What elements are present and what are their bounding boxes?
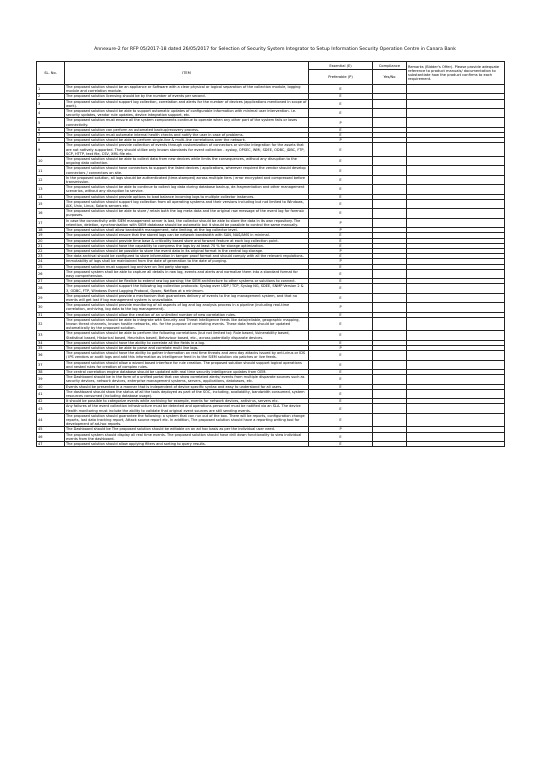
row-compliance-cell[interactable] (373, 109, 407, 118)
row-essential-preferable: E (309, 279, 373, 284)
row-remarks-cell[interactable] (407, 118, 505, 127)
row-remarks-cell[interactable] (407, 199, 505, 208)
table-row (37, 99, 505, 108)
table-row (37, 166, 505, 175)
row-sl-no: 11 (37, 166, 65, 175)
table-row (37, 389, 505, 398)
row-essential-preferable: E (309, 293, 373, 302)
table-row (37, 185, 505, 194)
row-item-text: The central correlation engine database should be updated with real time security intelligence updates from OEM. (65, 369, 309, 374)
row-compliance-cell[interactable] (373, 209, 407, 218)
header-compliance: Compliance (373, 62, 407, 70)
row-sl-no: 37 (37, 360, 65, 369)
row-essential-preferable: E (309, 209, 373, 218)
table-row (37, 199, 505, 208)
row-sl-no: 6 (37, 127, 65, 132)
table-row (37, 175, 505, 184)
row-item-text: The Dashboard should be The proposed solution should be editable on an ad hoc basis as per the individual user need. (65, 427, 309, 432)
row-sl-no: 40 (37, 384, 65, 389)
row-item-text: The proposed solution should have connectors to support the listed devices / applications, wherever required the vendor should develop connectors / connectors on site. (65, 166, 309, 175)
row-item-text: The proposed solution must automate internal health checks and notify the user in case of problems. (65, 133, 309, 138)
row-compliance-cell[interactable] (373, 432, 407, 441)
row-compliance-cell[interactable] (373, 293, 407, 302)
row-essential-preferable: P (309, 248, 373, 253)
row-item-text: In case the connectivity with SIEM management server is lost, the collector should be able to store the data in its own repository. The retention, deletion, synchronisation with SIEM database should be automatic but it should be possible to control the same manually. (65, 218, 309, 227)
row-compliance-cell[interactable] (373, 269, 407, 278)
row-sl-no: 45 (37, 427, 65, 432)
row-essential-preferable: E (309, 233, 373, 238)
row-item-text: The proposed solution should support the following log collection protocols: Syslog over UDP / TCP, Syslog NG, SDEE, SNMP Version 2 & 3, ODBC, FTP, Windows Event Logging Protocol, Opsec, Netflow at a minimum. (65, 284, 309, 293)
row-essential-preferable: E (309, 331, 373, 340)
row-item-text: The proposed solution should provide collection of events through customization of connectors or similar integration for the assets that are not natively supported. They should utilize only known standards for event collection - syslog, OPSEC, WMI, SDEE, ODBC, JDBC, FTP, SCP, HTTP, text file, CSV, XML file etc. (65, 143, 309, 157)
row-item-text: The proposed solution should be able to collect data from new devices while limits the consequences, without any disruption to the ongoing data collection. (65, 157, 309, 166)
row-item-text: In the proposed solution, all logs should be authenticated (time-stamped) across multiple tiers / error encrypted and compressed before transmission. (65, 175, 309, 184)
row-essential-preferable: P (309, 303, 373, 312)
row-compliance-cell[interactable] (373, 175, 407, 184)
row-compliance-cell[interactable] (373, 360, 407, 369)
row-essential-preferable: E (309, 384, 373, 389)
row-compliance-cell[interactable] (373, 404, 407, 413)
row-item-text: The proposed solution should support log collection from all operating systems and their versions including but not limited to Windows, AIX, Unix, Linux, Solaris servers etc. (65, 199, 309, 208)
table-row (37, 218, 505, 227)
row-compliance-cell[interactable] (373, 351, 407, 360)
row-sl-no: 12 (37, 175, 65, 184)
row-essential-preferable: P (309, 228, 373, 233)
row-compliance-cell[interactable] (373, 199, 407, 208)
row-essential-preferable: P (309, 259, 373, 264)
row-sl-no: 36 (37, 351, 65, 360)
row-sl-no: 19 (37, 233, 65, 238)
row-sl-no: 17 (37, 218, 65, 227)
row-compliance-cell[interactable] (373, 375, 407, 384)
row-compliance-cell[interactable] (373, 85, 407, 94)
row-remarks-cell[interactable] (407, 293, 505, 302)
row-essential-preferable: E (309, 413, 373, 427)
row-sl-no: 18 (37, 228, 65, 233)
row-remarks-cell[interactable] (407, 175, 505, 184)
row-item-text: The proposed solution should be able to integrate with Security and Threat Intelligence feeds like data/reliable, geographic mapping, known threat channels, known hostile networks, etc. for the purpose of correlating events. These data feeds should be updated automatically by the proposed solution. (65, 317, 309, 331)
table-row (37, 351, 505, 360)
row-essential-preferable: E (309, 312, 373, 317)
row-item-text: The proposed solution should provide a mechanism that guarantees delivery of events to the log management system, and that no events will get lost if log management system is unavailable. (65, 293, 309, 302)
row-compliance-cell[interactable] (373, 389, 407, 398)
row-item-text: The proposed solution should be an appliance or Software with a clear physical or logical separation of the collection module, logging module and correlation module. (65, 85, 309, 94)
table-row (37, 157, 505, 166)
row-item-text: The proposed solution should be possible to store the event data in its original format in the central log storage. (65, 248, 309, 253)
row-item-text: The proposed solution should be able to perform the following correlations (but not limited to): Rule based, Vulnerability based, Statistical based, Historical based, Heuristics based, Behaviour based, etc., across potentially disparate devices. (65, 331, 309, 340)
row-essential-preferable: E (309, 143, 373, 157)
row-remarks-cell[interactable] (407, 284, 505, 293)
row-sl-no: 31 (37, 312, 65, 317)
header-preferable: Preferable (P) (309, 70, 373, 85)
row-item-text: The proposed solution licensing should be by the number of events per second. (65, 94, 309, 99)
header-item: ITEM (65, 62, 309, 85)
row-remarks-cell[interactable] (407, 166, 505, 175)
row-remarks-cell[interactable] (407, 351, 505, 360)
row-sl-no: 30 (37, 303, 65, 312)
row-sl-no: 2 (37, 94, 65, 99)
row-remarks-cell[interactable] (407, 404, 505, 413)
table-row (37, 303, 505, 312)
row-essential-preferable: E (309, 389, 373, 398)
row-essential-preferable: E (309, 127, 373, 132)
row-item-text: The proposed solution should allow a wizard based interface for rule creation. The proposed solution should support logical operations and nested rules for creation of complex rules. (65, 360, 309, 369)
row-compliance-cell[interactable] (373, 185, 407, 194)
row-remarks-cell[interactable] (407, 143, 505, 157)
table-row (37, 375, 505, 384)
row-essential-preferable: E (309, 243, 373, 248)
row-essential-preferable: E (309, 133, 373, 138)
row-remarks-cell[interactable] (407, 218, 505, 227)
row-sl-no: 46 (37, 432, 65, 441)
row-compliance-cell[interactable] (373, 303, 407, 312)
row-essential-preferable: E (309, 175, 373, 184)
row-item-text: Events should be presented in a manner that is independent of device specific syntax and easy to understand for all users. (65, 384, 309, 389)
table-row (37, 85, 505, 94)
row-remarks-cell[interactable] (407, 413, 505, 427)
row-essential-preferable: E (309, 432, 373, 441)
row-sl-no: 4 (37, 109, 65, 118)
row-item-text: The data archival should be configured to store information in tamper proof format and should comply with all the relevant regulations. (65, 254, 309, 259)
row-item-text: The Dashboard should be in the form of a unified portal that can show correlated alerts/ events from multiple disparate sources such as security devices, network devices, enterprise management systems, servers, applications, databases, etc. (65, 375, 309, 384)
row-item-text: The proposed solution can perform an automated backup/recovery process. (65, 127, 309, 132)
table-row (37, 442, 505, 447)
table-row (37, 413, 505, 427)
row-remarks-cell[interactable] (407, 317, 505, 331)
row-remarks-cell[interactable] (407, 209, 505, 218)
row-compliance-cell[interactable] (373, 143, 407, 157)
row-sl-no: 25 (37, 264, 65, 269)
header-remarks: Remarks (Bidder's Offer). Please provide adequate reference to product manuals/ documentation to substantiate how the product confirms to each requirement. (407, 62, 505, 85)
row-item-text: The proposed solution should have the capability to compress the logs by at least 70 % for storage optimization. (65, 243, 309, 248)
row-remarks-cell[interactable] (407, 269, 505, 278)
row-sl-no: 20 (37, 238, 65, 243)
row-sl-no: 47 (37, 442, 65, 447)
row-sl-no: 22 (37, 248, 65, 253)
row-remarks-cell[interactable] (407, 360, 505, 369)
row-sl-no: 5 (37, 118, 65, 127)
row-sl-no: 39 (37, 375, 65, 384)
table-row (37, 284, 505, 293)
row-sl-no: 28 (37, 284, 65, 293)
row-sl-no: 35 (37, 345, 65, 350)
row-sl-no: 33 (37, 331, 65, 340)
row-item-text: The proposed solution must support log archiver on 3rd party storage. (65, 264, 309, 269)
table-row (37, 293, 505, 302)
row-item-text: The proposed solution should provide options to load balance incoming logs to multiple collector instances. (65, 194, 309, 199)
row-essential-preferable: P (309, 345, 373, 350)
row-item-text: The dashboard should show the status of all the tools deployed as part of the SOC, including, availability, bandwidth consumed, system resources consumed (including database usage). (65, 389, 309, 398)
row-essential-preferable: E (309, 99, 373, 108)
page-title: Annexure-2 for RFP 05/2017-18 dated 26/05/2017 for Selection of Security System Integrator to Setup Information Security Operation Centre in Canara Bank (94, 47, 456, 52)
row-compliance-cell[interactable] (373, 284, 407, 293)
row-essential-preferable: E (309, 269, 373, 278)
row-sl-no: 29 (37, 293, 65, 302)
header-yes-no: Yes/No (373, 70, 407, 85)
row-item-text: Any failures of the event collection infrastructure must be detected and operations personnel must be notified via an SLA. The device Health monitoring must include the ability to validate that original event sources are still sending events. (65, 404, 309, 413)
row-essential-preferable: E (309, 166, 373, 175)
row-remarks-cell[interactable] (407, 109, 505, 118)
row-essential-preferable: E (309, 404, 373, 413)
table-row (37, 143, 505, 157)
row-essential-preferable: E (309, 94, 373, 99)
row-essential-preferable: E (309, 254, 373, 259)
row-sl-no: 3 (37, 99, 65, 108)
row-item-text: The proposed system shall be able to capture all details in raw log, events and alerts and normalize them into a standard format for easy comprehension. (65, 269, 309, 278)
row-remarks-cell[interactable] (407, 389, 505, 398)
row-essential-preferable: E (309, 351, 373, 360)
row-remarks-cell[interactable] (407, 185, 505, 194)
row-essential-preferable: E (309, 340, 373, 345)
row-sl-no: 34 (37, 340, 65, 345)
row-compliance-cell[interactable] (373, 157, 407, 166)
row-remarks-cell[interactable] (407, 331, 505, 340)
row-sl-no: 9 (37, 143, 65, 157)
row-compliance-cell[interactable] (373, 331, 407, 340)
row-essential-preferable: E (309, 442, 373, 447)
row-sl-no: 13 (37, 185, 65, 194)
row-remarks-cell[interactable] (407, 432, 505, 441)
row-sl-no: 10 (37, 157, 65, 166)
row-sl-no: 42 (37, 399, 65, 404)
row-essential-preferable: E (309, 399, 373, 404)
row-essential-preferable: P (309, 218, 373, 227)
row-sl-no: 32 (37, 317, 65, 331)
row-item-text: The proposed solution should ensure that the stored logs can be network bandwidth with SAN, NAS/AMS in minimal. (65, 233, 309, 238)
row-item-text: The proposed solution must ensure all the system components continue to operate when any other part of the system fails or loses connectivity. (65, 118, 309, 127)
row-essential-preferable: E (309, 317, 373, 331)
row-item-text: The proposed solution should be able to perform single-line & multi-line correlations over the network. (65, 138, 309, 143)
header-essential: Essential (E) (309, 62, 373, 70)
row-essential-preferable: E (309, 199, 373, 208)
table-row (37, 360, 505, 369)
row-essential-preferable: E (309, 360, 373, 369)
row-sl-no: 26 (37, 269, 65, 278)
row-sl-no: 27 (37, 279, 65, 284)
row-compliance-cell[interactable] (373, 413, 407, 427)
row-essential-preferable: E (309, 109, 373, 118)
row-item-text: The proposed solution should provide monitoring of all aspects of log and log analysis process in a pipeline (including real-time correlation, archiving, log data to the log management). (65, 303, 309, 312)
requirements-table (36, 61, 505, 447)
row-compliance-cell[interactable] (373, 218, 407, 227)
row-essential-preferable: E (309, 375, 373, 384)
row-compliance-cell[interactable] (373, 442, 407, 447)
row-item-text: The proposed solution should support log collection, correlation and alerts for the number of devices (applications mentioned in scope of work). (65, 99, 309, 108)
row-item-text: The proposed solution should be flexible to extend raw log parsing; the SIEM architecture to other systems or solutions to connect. (65, 279, 309, 284)
row-item-text: The proposed solution should have the ability to correlate all the fields in a log. (65, 340, 309, 345)
row-essential-preferable: E (309, 264, 373, 269)
row-essential-preferable: E (309, 284, 373, 293)
row-sl-no: 15 (37, 199, 65, 208)
table-row (37, 331, 505, 340)
row-item-text: The proposed solution should allow the creation of an unlimited number of new correlation rules. (65, 312, 309, 317)
row-essential-preferable: E (309, 194, 373, 199)
row-item-text: The proposed system should display all real time events. The proposed solution should have drill down functionality to view individual events from the dashboard. (65, 432, 309, 441)
row-compliance-cell[interactable] (373, 166, 407, 175)
row-sl-no: 43 (37, 404, 65, 413)
header-sl-no: SL. No. (37, 62, 65, 85)
row-item-text: Immutability of logs shall be maintained from the date of generation to the date of purging. (65, 259, 309, 264)
row-sl-no: 14 (37, 194, 65, 199)
table-row (37, 317, 505, 331)
row-remarks-cell[interactable] (407, 375, 505, 384)
table-row (37, 118, 505, 127)
row-sl-no: 24 (37, 259, 65, 264)
row-item-text: The proposed solution should provide time base & criticality based store and forward feature at each log collection point. (65, 238, 309, 243)
row-item-text: The proposed solution should be able to support automatic updates of configurable information with minimal user intervention. i.e. security updates, vendor rule updates, device integration support, etc. (65, 109, 309, 118)
row-sl-no: 16 (37, 209, 65, 218)
row-item-text: The proposed solution shall allow bandwidth management, rate limiting, at the log collector level. (65, 228, 309, 233)
table-row (37, 432, 505, 441)
row-item-text: The proposed solution should guarantee the following: a system that can run out of the box. There will be reports, configuration change reports, lost data tracking report, Attack source report etc. In addition, The proposed solution should have a reporting writing tool for development of ad-hoc reports. (65, 413, 309, 427)
row-remarks-cell[interactable] (407, 85, 505, 94)
table-row (37, 404, 505, 413)
row-sl-no: 44 (37, 413, 65, 427)
row-compliance-cell[interactable] (373, 118, 407, 127)
row-essential-preferable: P (309, 138, 373, 143)
row-remarks-cell[interactable] (407, 303, 505, 312)
row-essential-preferable: E (309, 238, 373, 243)
row-remarks-cell[interactable] (407, 442, 505, 447)
table-row (37, 269, 505, 278)
row-item-text: The proposed solution should be able to store / retain both the log meta data and the original raw message of the event log for forensic purposes. (65, 209, 309, 218)
row-item-text: The proposed solution should have the ability to gather information on real time threats and zero day attacks issued by anti-virus or IDS / IPS vendors or audit logs and add this information as intelligence feed in to the SIEM solution via patches or live feeds. (65, 351, 309, 360)
row-essential-preferable: P (309, 427, 373, 432)
row-item-text: The proposed solution should allow applying filters and sorting to query results. (65, 442, 309, 447)
row-sl-no: 8 (37, 138, 65, 143)
row-compliance-cell[interactable] (373, 99, 407, 108)
row-sl-no: 7 (37, 133, 65, 138)
row-sl-no: 21 (37, 243, 65, 248)
table-row (37, 209, 505, 218)
row-essential-preferable: E (309, 185, 373, 194)
row-essential-preferable: E (309, 369, 373, 374)
row-sl-no: 41 (37, 389, 65, 398)
row-item-text: The proposed solution should be able to parse and correlate multi line logs. (65, 345, 309, 350)
row-essential-preferable: E (309, 85, 373, 94)
row-sl-no: 23 (37, 254, 65, 259)
row-essential-preferable: E (309, 157, 373, 166)
row-sl-no: 38 (37, 369, 65, 374)
row-essential-preferable: P (309, 118, 373, 127)
row-item-text: It should be possible to categorize events while archiving for example, events for network devices, antivirus, servers etc. (65, 399, 309, 404)
row-remarks-cell[interactable] (407, 157, 505, 166)
row-sl-no: 1 (37, 85, 65, 94)
table-row (37, 109, 505, 118)
row-item-text: The proposed solution should be able to continue to collect log data during database backup, de-fragmentation and other management scenarios, without any disruption to service. (65, 185, 309, 194)
row-compliance-cell[interactable] (373, 317, 407, 331)
row-remarks-cell[interactable] (407, 99, 505, 108)
